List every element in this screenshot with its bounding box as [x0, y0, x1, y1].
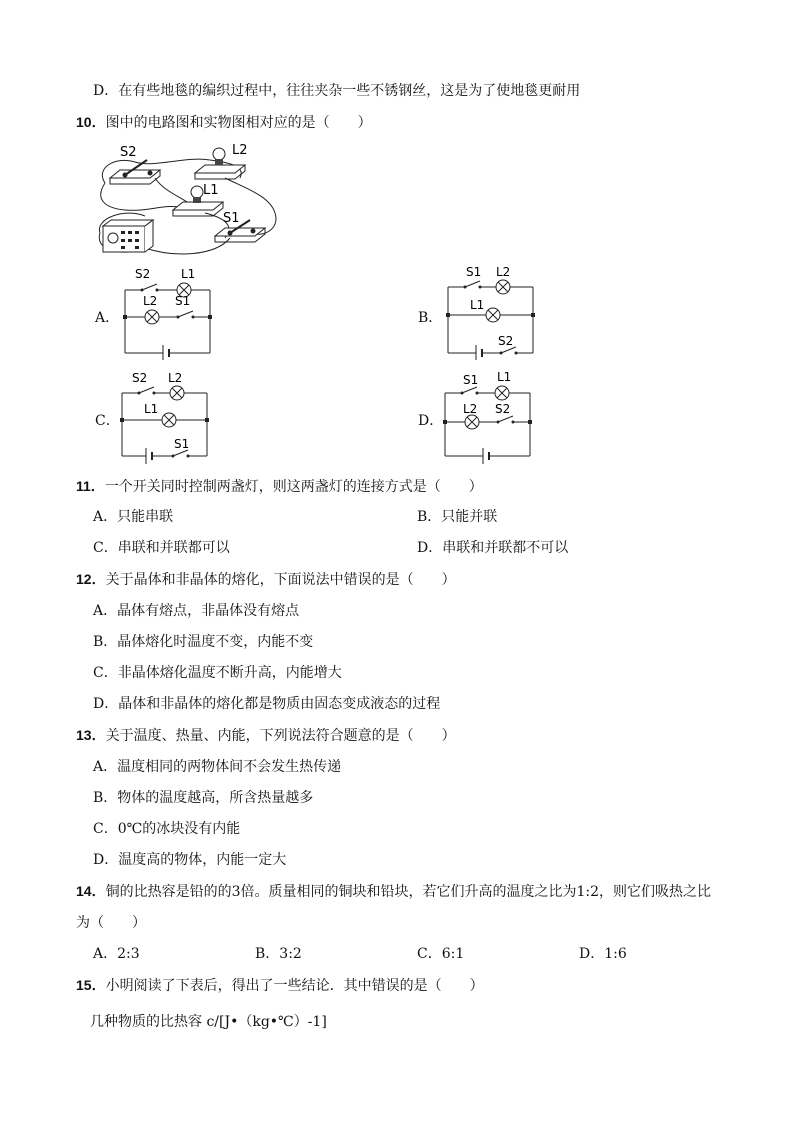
q12-option-d: D．晶体和非晶体的熔化都是物质由固态变成液态的过程: [93, 696, 441, 712]
q13-stem: [76, 725, 456, 746]
q15-table-caption: 几种物质的比热容 c/[J•（kg•℃）-1]: [90, 1014, 327, 1030]
q11-text: 一个开关同时控制两盏灯，则这两盏灯的连接方式是（ ）: [104, 479, 483, 495]
q13-option-b: B．物体的温度越高，所含热量越多: [93, 790, 314, 806]
q10-number: 10．: [76, 114, 106, 130]
q10-option-c-label: C．: [95, 413, 120, 429]
q14-stem: [76, 881, 711, 902]
q15-number: 15．: [76, 977, 106, 993]
q14-stem-continued: 为（ ）: [76, 915, 146, 931]
q12-option-b: B．晶体熔化时温度不变，内能不变: [93, 634, 314, 650]
label-l1: L1: [203, 183, 219, 198]
a-label-l2: L2: [143, 294, 158, 308]
q15-stem: [76, 975, 484, 996]
q14-option-d: D．1:6: [579, 946, 627, 962]
b-label-l1: L1: [470, 298, 485, 312]
circuit-option-d: [435, 368, 545, 466]
q14-option-b: B．3:2: [255, 946, 302, 962]
q11-stem: [76, 476, 483, 497]
q10-stem: [76, 112, 372, 133]
q11-option-c: C．串联和并联都可以: [93, 540, 230, 556]
q11-option-a: A．只能串联: [93, 509, 174, 525]
label-s2: S2: [120, 145, 137, 160]
q13-option-c: C．0℃的冰块没有内能: [93, 821, 241, 837]
a-label-s1: S1: [175, 294, 191, 308]
label-l2: L2: [232, 143, 248, 158]
c-label-l2: L2: [168, 371, 183, 385]
q10-option-a-label: A．: [95, 310, 120, 326]
circuit-option-c: [112, 368, 222, 466]
a-label-s2: S2: [135, 267, 151, 281]
q10-option-b-label: B．: [418, 310, 443, 326]
c-label-s2: S2: [132, 371, 148, 385]
d-label-l2: L2: [463, 402, 478, 416]
q12-text: 关于晶体和非晶体的熔化，下面说法中错误的是（ ）: [105, 572, 456, 588]
q11-number: 11．: [76, 478, 105, 494]
q14-option-c: C．6:1: [417, 946, 465, 962]
q12-option-c: C．非晶体熔化温度不断升高，内能增大: [93, 665, 342, 681]
d-label-l1: L1: [497, 370, 512, 384]
q14-number: 14．: [76, 883, 106, 899]
q13-text: 关于温度、热量、内能，下列说法符合题意的是（ ）: [105, 728, 456, 744]
q13-option-a: A．温度相同的两物体间不会发生热传递: [93, 759, 342, 775]
q9-option-d: D．在有些地毯的编织过程中，往往夹杂一些不锈钢丝，这是为了使地毯更耐用: [93, 83, 581, 99]
q14-option-a: A．2:3: [93, 946, 140, 962]
q13-option-d: D．温度高的物体，内能一定大: [93, 852, 287, 868]
physical-circuit-figure: [95, 138, 285, 262]
b-label-s1: S1: [466, 265, 482, 279]
q12-number: 12．: [76, 571, 106, 587]
q14-text: 铜的比热容是铅的的3倍。质量相同的铜块和铅块，若它们升高的温度之比为1:2，则它们吸热之比: [105, 884, 712, 900]
c-label-l1: L1: [144, 402, 159, 416]
q11-option-b: B．只能并联: [417, 509, 498, 525]
q10-option-d-label: D．: [418, 413, 444, 429]
b-label-l2: L2: [496, 265, 511, 279]
battery-box: [103, 220, 153, 252]
a-label-l1: L1: [181, 267, 196, 281]
c-label-s1: S1: [174, 437, 190, 451]
circuit-option-b: [438, 265, 548, 360]
q15-text: 小明阅读了下表后，得出了一些结论．其中错误的是（ ）: [105, 978, 484, 994]
q12-option-a: A．晶体有熔点，非晶体没有熔点: [93, 603, 300, 619]
q11-option-d: D．串联和并联都不可以: [417, 540, 569, 556]
q10-text: 图中的电路图和实物图相对应的是（ ）: [105, 115, 372, 131]
q13-number: 13．: [76, 727, 106, 743]
label-s1: S1: [223, 211, 240, 226]
b-label-s2: S2: [498, 334, 514, 348]
q12-stem: [76, 569, 456, 590]
d-label-s2: S2: [495, 402, 511, 416]
d-label-s1: S1: [463, 373, 479, 387]
circuit-option-a: [115, 265, 225, 360]
